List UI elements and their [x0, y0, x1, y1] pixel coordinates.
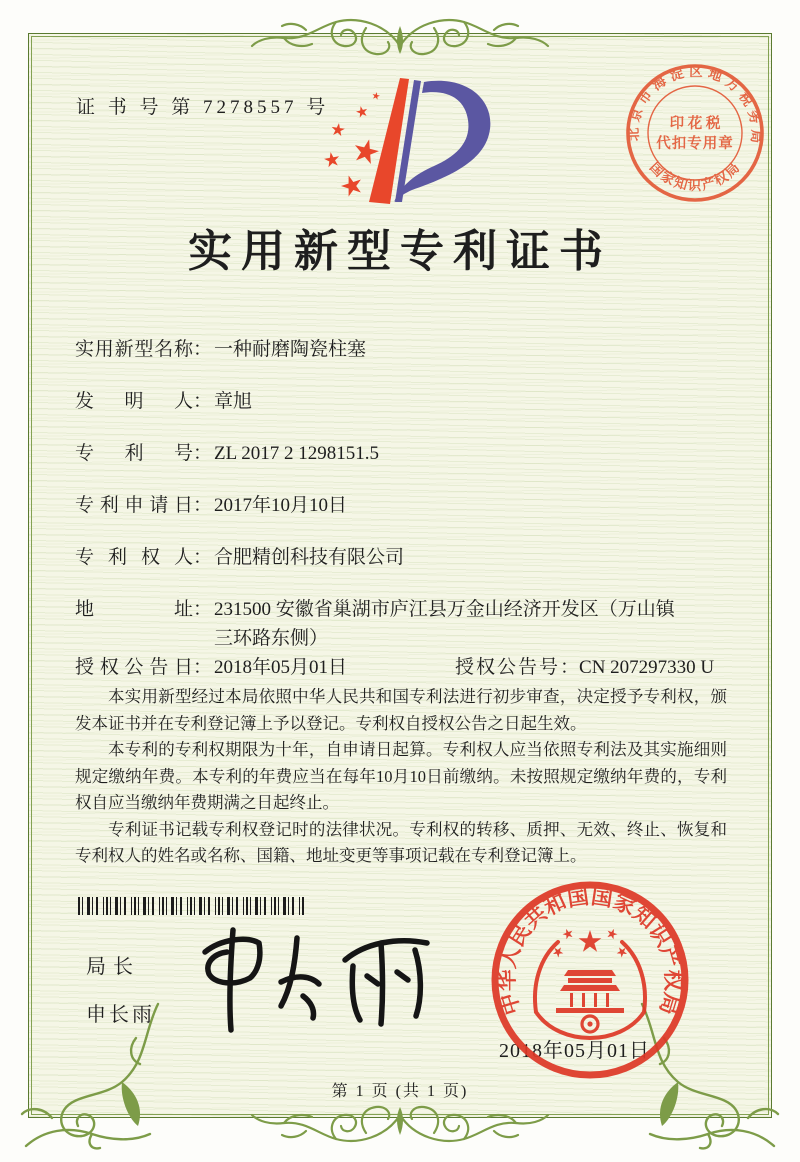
director-signature-handwriting: [185, 912, 445, 1042]
seal-ring-text: 中华人民共和国国家知识产权局: [494, 884, 686, 1018]
field-row-name: 实用新型名称 ： 一种耐磨陶瓷柱塞: [75, 335, 727, 365]
field-row-patent-number: 专利号 ： ZL 2017 2 1298151.5: [75, 439, 727, 469]
top-center-flourish-ornament: [246, 6, 554, 64]
bottom-center-flourish-ornament: [246, 1097, 554, 1155]
cnipa-official-seal: [482, 872, 698, 1088]
tax-stamp-top-text: 北京市海淀区地方税务局: [625, 64, 765, 144]
field-label: 授权公告日: [75, 657, 193, 678]
field-value: 231500 安徽省巢湖市庐江县万金山经济开发区（万山镇三环路东侧）: [214, 599, 675, 649]
field-label: 发明人: [75, 391, 193, 412]
field-label: 地址: [75, 599, 193, 620]
certificate-fields: [75, 335, 727, 705]
field-row-address: 地址 ： 231500 安徽省巢湖市庐江县万金山经济开发区（万山镇三环路东侧）: [75, 595, 727, 653]
tax-stamp-bottom-text: 国家知识产权局: [647, 159, 743, 194]
field-label: 专利号: [75, 443, 193, 464]
tax-stamp-center-line1: 印 花 税: [669, 116, 721, 132]
certificate-title: 实用新型专利证书: [188, 227, 612, 276]
field-label: 专利权人: [75, 547, 193, 568]
paragraph-2: 本专利的专利权期限为十年，自申请日起算。专利权人应当依照专利法及其实施细则规定缴纳年费。本专利的年费应当在每年10月10日前缴纳。未按照规定缴纳年费的，专利权自应当缴纳年费期满之日起终止。: [75, 740, 727, 812]
field-value: 一种耐磨陶瓷柱塞: [214, 339, 367, 360]
svg-text:中华人民共和国国家知识产权局: [494, 884, 686, 1017]
field-value: 2017年10月10日: [214, 495, 348, 516]
page-number-footer: 第 1 页 (共 1 页): [331, 1083, 469, 1100]
certificate-number: 证 书 号 第 7278557 号: [76, 97, 330, 118]
field-row-patentee: 专利权人 ： 合肥精创科技有限公司: [75, 543, 727, 573]
paragraph-3: 专利证书记载专利权登记时的法律状况。专利权的转移、质押、无效、终止、恢复和专利权人的姓名或名称、国籍、地址变更等事项记载在专利登记簿上。: [75, 819, 727, 865]
field-row-filing-date: 专利申请日 ： 2017年10月10日: [75, 491, 727, 521]
grant-number-pair: 授权公告号：CN 207297330 U: [455, 657, 715, 678]
field-label: 实用新型名称: [75, 339, 193, 360]
national-emblem-icon: [550, 927, 629, 1032]
legal-paragraphs: [75, 684, 727, 870]
field-value: 章旭: [214, 391, 253, 412]
seal-date: 2018年05月01日: [499, 1040, 650, 1062]
director-title: 局长: [86, 956, 140, 978]
field-row-inventor: 发明人 ： 章旭: [75, 387, 727, 417]
tax-office-stamp: [624, 62, 766, 204]
svg-text:国家知识产权局: [647, 159, 742, 194]
field-value: 合肥精创科技有限公司: [214, 547, 405, 568]
field-label: 授权公告号: [455, 657, 561, 678]
tax-stamp-center-line2: 代扣专用章: [656, 136, 734, 152]
paragraph-1: 本实用新型经过本局依照中华人民共和国专利法进行初步审查，决定授予专利权，颁发本证书并在专利登记簿上予以登记。专利权自授权公告之日起生效。: [75, 687, 727, 733]
field-value: ZL 2017 2 1298151.5: [214, 443, 380, 464]
field-label: 专利申请日: [75, 495, 193, 516]
field-row-grant: 授权公告日 ： 2018年05月01日 授权公告号：CN 207297330 U: [75, 653, 727, 683]
cnipa-patent-logo-icon: [312, 72, 492, 214]
field-value: CN 207297330 U: [579, 657, 715, 678]
director-name: 申长雨: [86, 1004, 155, 1026]
field-value: 2018年05月01日: [214, 657, 348, 678]
